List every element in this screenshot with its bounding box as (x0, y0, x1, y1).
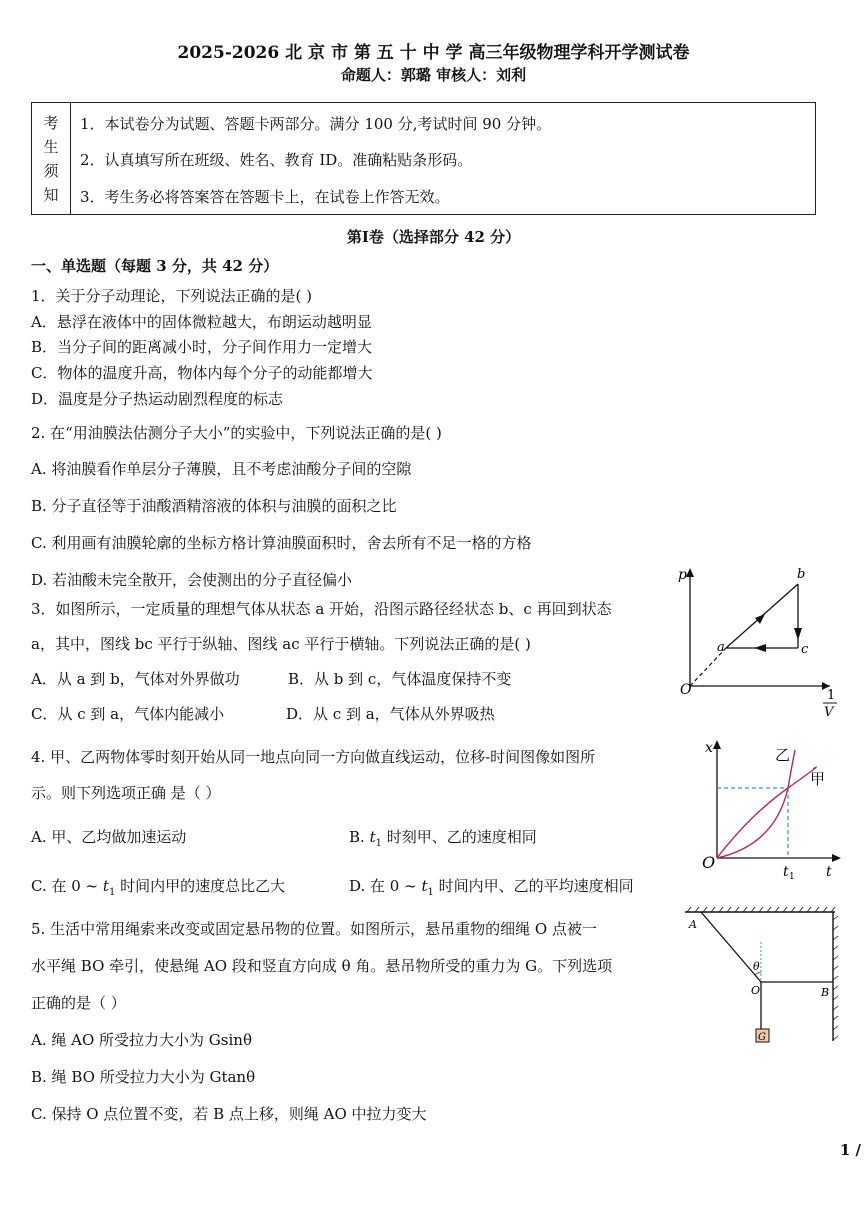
question-4-option-b-prefix: B. (349, 828, 370, 846)
question-1-option-a: A．悬浮在液体中的固体微粒越大，布朗运动越明显 (31, 313, 372, 331)
pv-label-c: c (801, 642, 809, 657)
question-3-option-c: C．从 c 到 a，气体内能减小 (31, 705, 225, 723)
question-2-option-d: D. 若油酸未完全散开，会使测出的分子直径偏小 (31, 571, 353, 589)
xt-label-t: t (826, 864, 832, 880)
xt-label-jia: 甲 (810, 770, 826, 788)
xt-curve-jia (717, 767, 816, 858)
question-5-option-c: C. 保持 O 点位置不变，若 B 点上移，则绳 AO 中拉力变大 (31, 1105, 427, 1123)
question-3-stem-line1: 3．如图所示，一定质量的理想气体从状态 a 开始，沿图示路径经状态 b、c 再回到状态 (31, 600, 612, 618)
question-3-option-b: B．从 b 到 c，气体温度保持不变 (288, 670, 512, 688)
question-4-option-a: A. 甲、乙均做加速运动 (31, 828, 187, 846)
page-title: 2025-2026 北 京 市 第 五 十 中 学 高三年级物理学科开学测试卷 (177, 43, 690, 63)
pv-label-origin: O (680, 682, 692, 698)
notice-item: 3．考生务必将答案答在答题卡上，在试卷上作答无效。 (80, 188, 450, 206)
xt-label-origin: O (702, 853, 716, 872)
xt-label-t1-sub: 1 (789, 872, 795, 882)
notice-item: 1．本试卷分为试题、答题卡两部分。满分 100 分,考试时间 90 分钟。 (80, 115, 552, 133)
question-5-option-a: A. 绳 AO 所受拉力大小为 Gsinθ (31, 1031, 252, 1049)
pv-diagram-figure (670, 562, 842, 722)
question-4-option-d-sub: 1 (427, 887, 434, 898)
notice-label-char: 须 (43, 161, 59, 180)
pv-axis-y-arrow (686, 568, 694, 577)
question-3-option-a: A．从 a 到 b，气体对外界做功 (31, 670, 240, 688)
question-4-option-b-sub: 1 (375, 838, 382, 849)
xt-curve-yi (717, 750, 795, 858)
question-4-option-c-prefix: C. 在 0 ~ (31, 877, 103, 895)
question-1-option-b: B．当分子间的距离减小时，分子间作用力一定增大 (31, 338, 373, 356)
pv-arrow-ab (755, 614, 765, 624)
question-2-stem: 2. 在“用油膜法估测分子大小”的实验中，下列说法正确的是( ) (31, 424, 442, 442)
xt-label-x: x (705, 740, 713, 756)
xt-graph-figure (695, 735, 845, 885)
notice-label-char: 考 (43, 113, 59, 132)
pv-label-p: p (678, 567, 687, 583)
wall-hatching (833, 916, 838, 1040)
label-theta: θ (753, 960, 760, 973)
theta-arc (755, 973, 761, 975)
question-4-stem-line1: 4. 甲、乙两物体零时刻开始从同一地点向同一方向做直线运动，位移-时间图像如图所 (31, 748, 596, 766)
question-2-option-b: B. 分子直径等于油酸酒精溶液的体积与油膜的面积之比 (31, 497, 397, 515)
question-4-option-d-var: t (421, 877, 428, 895)
part-title: 一、单选题（每题 3 分，共 42 分） (31, 257, 279, 275)
pv-arrow-ca (754, 644, 766, 652)
label-b: B (821, 986, 830, 999)
question-4-stem-line2: 示。则下列选项正确 是（ ） (31, 784, 221, 802)
question-4-option-c-text: 时间内甲的速度总比乙大 (115, 877, 286, 895)
question-5-stem-line2: 水平绳 BO 牵引，使悬绳 AO 段和竖直方向成 θ 角。悬吊物所受的重力为 G。下列选项 (31, 957, 613, 975)
question-4-option-b-text: 时刻甲、乙的速度相同 (381, 828, 537, 846)
question-5-option-b: B. 绳 BO 所受拉力大小为 Gtanθ (31, 1068, 256, 1086)
question-2-option-a: A. 将油膜看作单层分子薄膜，且不考虑油酸分子间的空隙 (31, 460, 412, 478)
question-1-stem: 1．关于分子动理论，下列说法正确的是( ) (31, 287, 313, 305)
page-number: 1 / (839, 1141, 861, 1159)
pv-label-a: a (717, 640, 725, 655)
question-4-option-c (31, 875, 285, 898)
hanging-weight-figure (683, 906, 843, 1046)
pv-label-b: b (797, 567, 806, 582)
exam-notice-box (31, 102, 816, 215)
notice-label-char: 知 (43, 185, 59, 204)
page-subtitle: 命题人：郭璐 审核人：刘利 (340, 66, 527, 84)
xt-axis-x-arrow (713, 740, 721, 749)
xt-axis-t-arrow (832, 854, 841, 862)
question-1-option-c: C．物体的温度升高，物体内每个分子的动能都增大 (31, 364, 373, 382)
notice-label (32, 103, 71, 214)
question-4-option-c-var: t (102, 877, 109, 895)
label-a: A (689, 918, 697, 931)
question-4-option-b-var: t (369, 828, 376, 846)
label-o: O (751, 984, 761, 997)
rope-ao (701, 912, 761, 982)
question-5-stem-line1: 5. 生活中常用绳索来改变或固定悬吊物的位置。如图所示，悬吊重物的细绳 O 点被一 (31, 920, 597, 938)
question-4-option-d (349, 875, 634, 898)
question-4-option-b (349, 826, 537, 849)
label-g: G (758, 1032, 766, 1043)
question-5-stem-line3: 正确的是（ ） (31, 994, 126, 1012)
question-4-option-d-text: 时间内甲、乙的平均速度相同 (433, 877, 634, 895)
question-4-option-c-sub: 1 (108, 887, 116, 898)
pv-label-fraction-num: 1 (827, 688, 836, 703)
pv-label-fraction-den: V (824, 705, 834, 720)
pv-arrow-bc (794, 628, 802, 640)
question-3-stem-line2: a，其中，图线 bc 平行于纵轴、图线 ac 平行于横轴。下列说法正确的是( ) (31, 635, 531, 653)
question-4-option-d-prefix: D. 在 0 ~ (349, 877, 422, 895)
xt-label-yi: 乙 (775, 746, 791, 764)
xt-label-t1: t (783, 864, 789, 880)
ceiling-hatching (687, 907, 835, 912)
question-2-option-c: C. 利用画有油膜轮廓的坐标方格计算油膜面积时，舍去所有不足一格的方格 (31, 534, 532, 552)
question-3-option-d: D．从 c 到 a，气体从外界吸热 (286, 705, 495, 723)
notice-label-char: 生 (43, 137, 59, 156)
question-1-option-d: D．温度是分子热运动剧烈程度的标志 (31, 390, 284, 408)
section-title: 第Ⅰ卷（选择部分 42 分） (346, 228, 521, 246)
notice-item: 2．认真填写所在班级、姓名、教育 ID。准确粘贴条形码。 (80, 151, 473, 169)
